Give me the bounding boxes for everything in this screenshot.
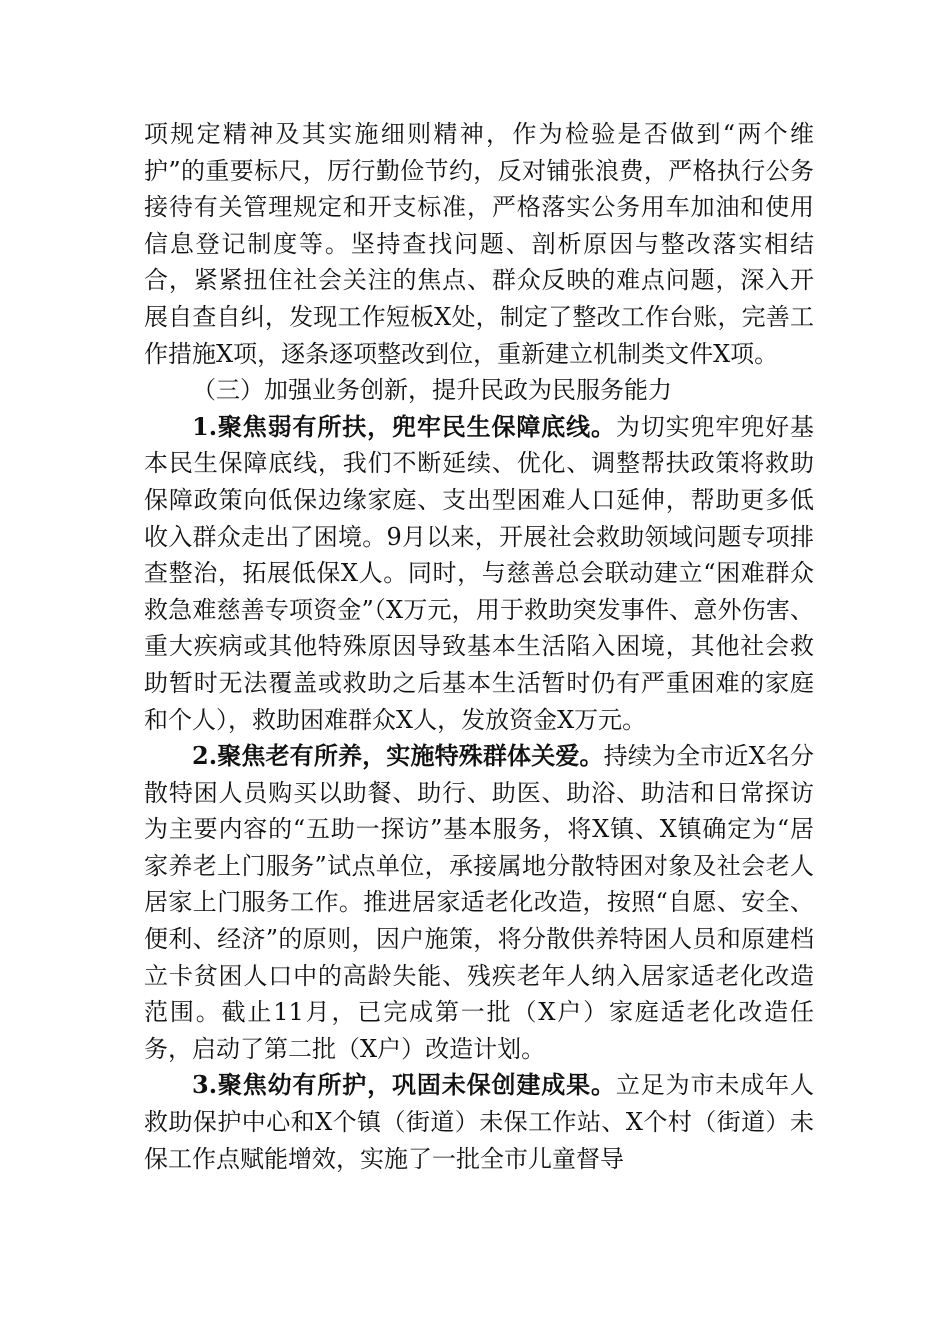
paragraph-text: 立足为市未成年人救助保护中心和X个镇（街道）未保工作站、X个村（街道）未保工作点赋能增效，实施了一批全市儿童督导 xyxy=(144,1071,814,1173)
paragraph-continuation xyxy=(144,116,814,372)
paragraph-text: 为切实兜牢兜好基本民生保障底线，我们不断延续、优化、调整帮扶政策将救助保障政策向低保边缘家庭、支出型困难人口延伸，帮助更多低收入群众走出了困境。9月以来，开展社会救助领域问题专项排查整治，拓展低保X人。同时，与慈善总会联动建立“困难群众救急难慈善专项资金”（X万元，用于救助突发事件、意外伤害、重大疾病或其他特殊原因导致基本生活陷入困境，其他社会救助暂时无法覆盖或救助之后基本生活暂时仍有严重困难的家庭和个人），救助困难群众X人，发放资金X万元。 xyxy=(144,412,814,734)
paragraph-item-1 xyxy=(144,409,814,738)
paragraph-text: 持续为全市近X名分散特困人员购买以助餐、助行、助医、助浴、助洁和日常探访为主要内容的“五助一探访”基本服务，将X镇、X镇确定为“居家养老上门服务”试点单位，承接属地分散特困对象及社会老人居家上门服务工作。推进居家适老化改造，按照“自愿、安全、便利、经济”的原则，因户施策，将分散供养特困人员和原建档立卡贫困人口中的高龄失能、残疾老年人纳入居家适老化改造范围。截止11月，已完成第一批（X户）家庭适老化改造任务，启动了第二批（X户）改造计划。 xyxy=(144,742,814,1063)
paragraph-item-3 xyxy=(144,1067,814,1177)
section-heading-text: （三）加强业务创新，提升民政为民服务能力 xyxy=(192,376,672,405)
paragraph-lead: 2.聚焦老有所养，实施特殊群体关爱。 xyxy=(192,741,604,771)
paragraph-text: 项规定精神及其实施细则精神，作为检验是否做到“两个维护”的重要标尺，厉行勤俭节约，反对铺张浪费，严格执行公务接待有关管理规定和开支标准，严格落实公务用车加油和使用信息登记制度等。坚持查找问题、剖析原因与整改落实相结合，紧紧扭住社会关注的焦点、群众反映的难点问题，深入开展自查自纠，发现工作短板X处，制定了整改工作台账，完善工作措施X项，逐条逐项整改到位，重新建立机制类文件X项。 xyxy=(144,120,814,368)
section-heading xyxy=(144,372,814,409)
paragraph-lead: 3.聚焦幼有所护，巩固未保创建成果。 xyxy=(192,1070,616,1100)
document-body xyxy=(144,116,814,1177)
paragraph-item-2 xyxy=(144,738,814,1067)
paragraph-lead: 1.聚焦弱有所扶，兜牢民生保障底线。 xyxy=(192,411,616,441)
